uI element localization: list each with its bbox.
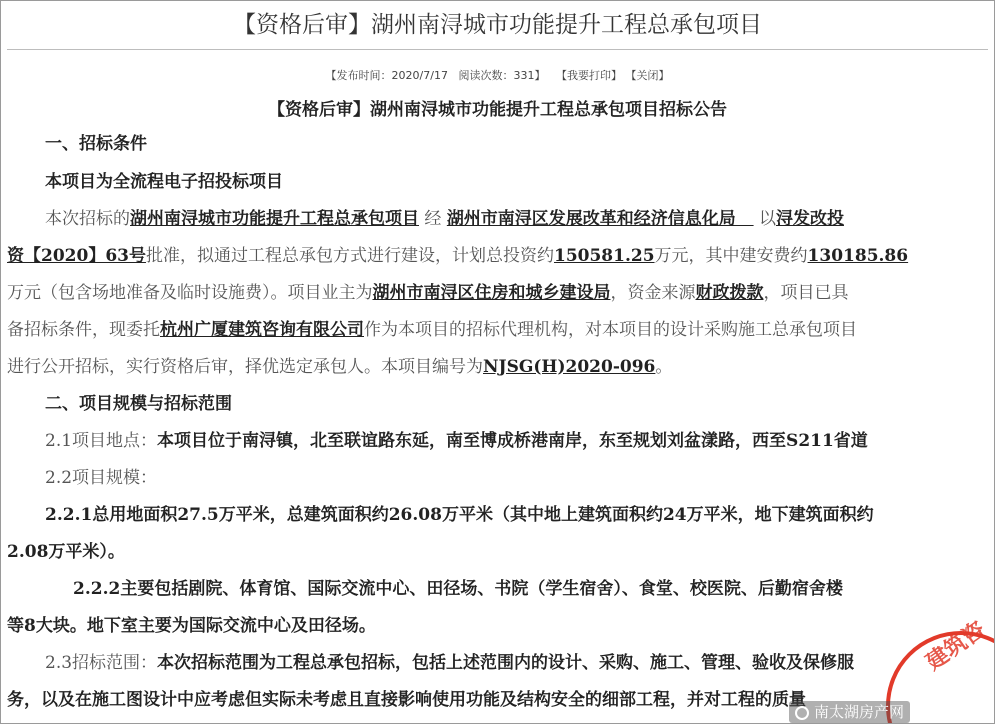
company-seal-text: 建筑咨 [921,616,991,676]
document-title: 【资格后审】湖州南浔城市功能提升工程总承包项目招标公告 [268,100,727,120]
text: 经 [419,209,447,229]
paragraph-line: 2.2.1总用地面积27.5万平米，总建筑面积约26.08万平米（其中地上建筑面积约24万平米，地下建筑面积约 [45,505,874,525]
paragraph-line [7,319,857,341]
item-number: 2.3招标范围： [45,653,158,673]
project-name: 湖州南浔城市功能提升工程总承包项目 [130,209,419,229]
project-location: 本项目位于南浔镇，北至联谊路东延，南至博成桥港南岸，东至规划刘盆漾路，西至S211省道 [157,431,868,451]
text: 本次招标的 [45,209,130,229]
paragraph-line [45,208,844,230]
agency-name: 杭州广厦建筑咨询有限公司 [160,320,364,340]
view-count: 阅读次数：331】 [458,69,546,82]
approval-doc: 浔发改投 [775,209,844,229]
text: ，资金来源 [610,283,696,303]
text: 进行公开招标，实行资格后审，择优选定承包人。本项目编号为 [7,357,483,377]
section-heading-2: 二、项目规模与招标范围 [45,394,232,414]
paragraph-line: 务，以及在施工图设计中应考虑但实际未考虑且直接影响使用功能及结构安全的细部工程，并对工程的质量 [7,690,806,710]
print-link[interactable]: 【我要打印】 [555,69,622,82]
page-title: 【资格后审】湖州南浔城市功能提升工程总承包项目 [233,12,762,38]
paragraph-line: 2.08万平米）。 [7,542,125,562]
funding-source: 财政拨款 [695,283,764,303]
paragraph-line: 2.2.2主要包括剧院、体育馆、国际交流中心、田径场、书院（学生宿舍）、食堂、校医院、后勤宿舍楼 [73,579,843,599]
watermark-text: 南太湖房产网 [814,703,905,721]
paragraph-line: 等8大块。地下室主要为国际交流中心及田径场。 [7,616,376,636]
approval-doc-cont: 资【2020】63号 [7,246,146,266]
text: 以 [753,209,776,229]
close-link[interactable]: 【关闭】 [625,69,670,82]
paragraph-line: 本项目为全流程电子招投标项目 [45,172,283,192]
section-heading-1: 一、招标条件 [45,134,147,154]
project-number: NJSG(H)2020-096 [483,357,656,377]
text: 。 [655,357,673,377]
paragraph-line [7,245,908,267]
item-number: 2.1项目地点： [45,431,158,451]
title-divider [7,49,988,50]
scope-text: 本次招标范围为工程总承包招标，包括上述范围内的设计、采购、施工、管理、验收及保修服 [157,653,855,673]
text: 备招标条件，现委托 [7,320,160,340]
text: 批准，拟通过工程总承包方式进行建设，计划总投资约 [145,246,554,266]
publish-date: 【发布时间：2020/7/17 [325,69,448,82]
paragraph-line: 2.2项目规模： [45,468,158,488]
meta-bar [1,67,994,83]
approval-authority: 湖州市南浔区发展改革和经济信息化局 [446,209,754,229]
text: 作为本项目的招标代理机构，对本项目的设计采购施工总承包项目 [364,320,857,340]
paragraph-line [45,430,868,452]
text: 万元，其中建安费约 [654,246,808,266]
watermark [789,701,910,723]
paragraph-line [7,356,672,378]
project-owner: 湖州市南浔区住房和城乡建设局 [372,283,611,303]
text: 万元（包含场地准备及临时设施费）。项目业主为 [7,283,373,303]
text: ，项目已具 [763,283,849,303]
paragraph-line [7,282,849,304]
paragraph-line [45,652,854,674]
total-investment: 150581.25 [553,246,655,266]
construction-cost: 130185.86 [807,246,909,266]
wechat-icon [795,706,809,720]
